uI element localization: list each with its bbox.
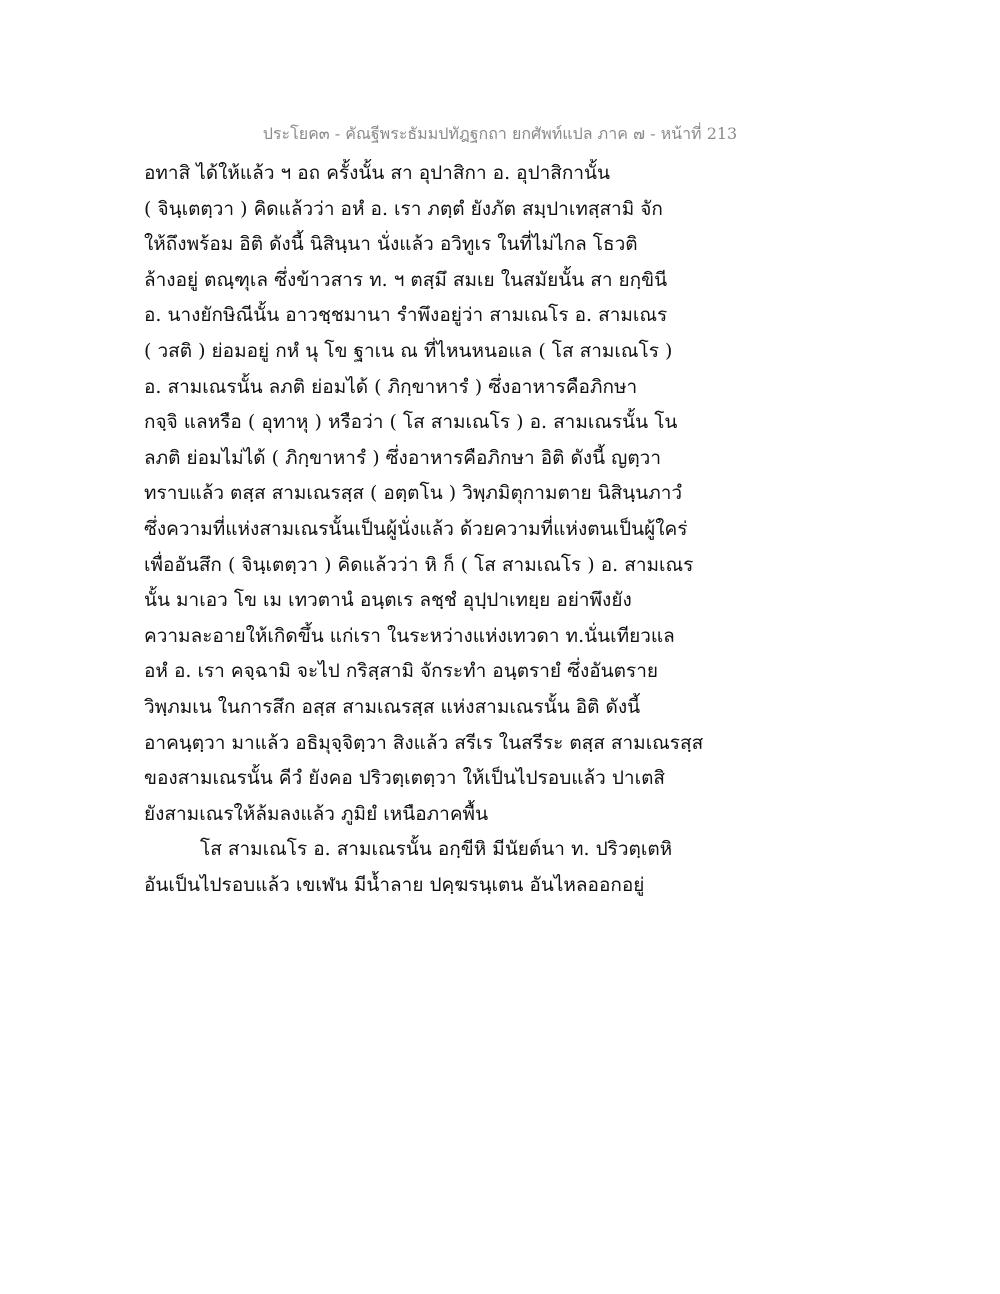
text-line: ทราบแล้ว ตสฺส สามเณรสฺส ( อตฺตโน ) วิพฺภมิตุกามตาย นิสินฺนภาวํ [144,482,683,505]
text-line: ( วสติ ) ย่อมอยู่ กหํ นุ โข ฐาเน ณ ที่ไหนหนอแล ( โส สามเณโร ) [144,339,673,362]
paragraph-first-line: โส สามเณโร อ. สามเณรนั้น อกฺขีหิ มีนัยต์นา ท. ปริวตฺเตหิ [200,838,673,861]
text-line: ให้ถึงพร้อม อิติ ดังนี้ นิสินฺนา นั่งแล้ว อวิทูเร ในที่ไม่ไกล โธวติ [144,233,638,256]
text-line: อหํ อ. เรา คจฺฉามิ จะไป กริสฺสามิ จักระทำ อนฺตรายํ ซึ่งอันตราย [144,660,659,683]
text-line: ยังสามเณรให้ล้มลงแล้ว ภูมิยํ เหนือภาคพื้น [144,802,489,825]
text-line: นั้น มาเอว โข เม เทวตานํ อนฺตเร ลชฺชํ อุปฺปาเทยฺย อย่าพึงยัง [144,589,632,612]
text-line: ล้างอยู่ ตณฺฑุเล ซึ่งข้าวสาร ท. ฯ ตสฺมึ สมเย ในสมัยนั้น สา ยกฺขินี [144,268,668,291]
text-line: ของสามเณรนั้น คีวํ ยังคอ ปริวตฺเตตฺวา ให้เป็นไปรอบแล้ว ปาเตสิ [144,767,666,790]
text-line: กจฺจิ แลหรือ ( อุทาหุ ) หรือว่า ( โส สามเณโร ) อ. สามเณรนั้น โน [144,411,678,434]
text-line: ( จินฺเตตฺวา ) คิดแล้วว่า อหํ อ. เรา ภตฺตํ ยังภัต สมฺปาเทสฺสามิ จัก [144,197,663,220]
page-header [0,122,1000,147]
text-line: อ. นางยักษิณีนั้น อาวชฺชมานา รำพึงอยู่ว่า สามเณโร อ. สามเณร [144,304,668,327]
text-line: อาคนฺตฺวา มาแล้ว อธิมุจฺจิตฺวา สิงแล้ว สรีเร ในสรีระ ตสฺส สามเณรสฺส [144,731,704,754]
text-line: ความละอายให้เกิดขึ้น แก่เรา ในระหว่างแห่งเทวดา ท.นั่นเทียวแล [144,624,675,647]
text-line: เพื่ออันสึก ( จินฺเตตฺวา ) คิดแล้วว่า หิ ก็ ( โส สามเณโร ) อ. สามเณร [144,553,694,576]
text-line: วิพฺภมเน ในการสึก อสฺส สามเณรสฺส แห่งสามเณรนั้น อิติ ดังนี้ [144,695,641,718]
body-text [144,156,704,903]
text-line: อ. สามเณรนั้น ลภติ ย่อมได้ ( ภิกฺขาหารํ ) ซึ่งอาหารคือภิกษา [144,375,638,398]
page-header-text: ประโยค๓ - คัณฐีพระธัมมปทัฎฐกถา ยกศัพท์แปล ภาค ๗ - หน้าที่ 213 [262,124,738,143]
text-line: ซึ่งความที่แห่งสามเณรนั้นเป็นผู้นั่งแล้ว ด้วยความที่แห่งตนเป็นผู้ใคร่ [144,517,688,540]
text-line: ลภติ ย่อมไม่ได้ ( ภิกฺขาหารํ ) ซึ่งอาหารคือภิกษา อิติ ดังนี้ ญตฺวา [144,446,661,469]
text-line: อันเป็นไปรอบแล้ว เขเฬน มีน้ำลาย ปคฺฆรนฺเตน อันไหลออกอยู่ [144,873,645,896]
text-line: อทาสิ ได้ให้แล้ว ฯ อถ ครั้งนั้น สา อุปาสิกา อ. อุปาสิกานั้น [144,162,611,184]
